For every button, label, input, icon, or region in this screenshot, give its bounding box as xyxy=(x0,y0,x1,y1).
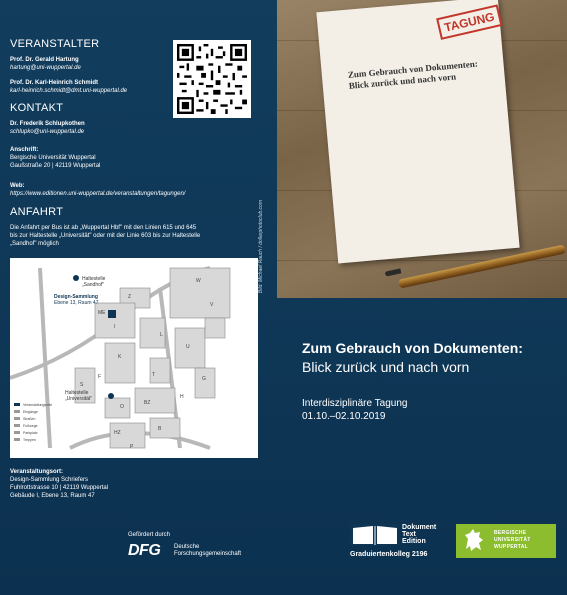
map-design-label: Design-Sammlung xyxy=(54,294,98,300)
map-legend-label: Parkplatz xyxy=(23,431,38,435)
map-design-room: Ebene 13, Raum 47 xyxy=(54,300,99,306)
book-icon xyxy=(350,524,374,544)
map-building-label: P xyxy=(130,444,134,450)
dfg-name xyxy=(174,544,241,558)
anschrift-label: Anschrift: xyxy=(10,147,39,153)
buw-line-1: BERGISCHE xyxy=(494,530,527,536)
cover-photo xyxy=(277,0,567,298)
veranstaltungsort-line-1: Design-Sammlung Schriefers xyxy=(10,477,89,483)
document-title: Zum Gebrauch von Dokumenten: Blick zurück und nach vorn xyxy=(347,58,479,91)
veranstaltungsort-line-2: Fuhlrottstrasse 10 | 42119 Wuppertal xyxy=(10,485,109,491)
anfahrt-line-2: bis zur Haltestelle „Universität" oder mit der Linie 603 bis zur Haltestelle xyxy=(10,233,201,239)
map-legend-label: Veranstaltungsorte xyxy=(23,403,53,407)
anfahrt-heading: ANFAHRT xyxy=(10,206,64,218)
event-dates: 01.10.–02.10.2019 xyxy=(302,411,386,422)
map-legend-swatch xyxy=(14,438,20,441)
veranstalter-email-2[interactable]: karl-heinrich.schmidt@dmt.uni-wuppertal.de xyxy=(10,88,128,94)
map-building-label: K xyxy=(118,354,122,360)
map-legend-label: Fußwege xyxy=(23,424,38,428)
web-url[interactable]: https://www.editionen.uni-wuppertal.de/veranstaltungen/tagungen/ xyxy=(10,191,186,197)
veranstalter-heading: VERANSTALTER xyxy=(10,38,100,50)
anschrift-line-1: Bergische Universität Wuppertal xyxy=(10,155,96,161)
anschrift-line-2: Gaußstraße 20 | 42119 Wuppertal xyxy=(10,163,101,169)
graduiertenkolleg-label: Graduiertenkolleg 2196 xyxy=(350,551,428,558)
map-building-label: L xyxy=(160,332,163,338)
map-legend-swatch xyxy=(14,403,20,406)
map-building-label: F xyxy=(98,374,102,380)
kontakt-person: Dr. Frederik Schlupkothen xyxy=(10,121,85,127)
web-label: Web: xyxy=(10,183,25,189)
lion-emblem-icon xyxy=(460,527,488,555)
map-legend-swatch xyxy=(14,417,20,420)
kontakt-email[interactable]: schlupko@uni-wuppertal.de xyxy=(10,129,85,135)
map-building-label: B xyxy=(158,426,162,432)
map-building-label: I xyxy=(114,324,116,330)
dfg-logo: DFG xyxy=(128,542,161,559)
map-stop-uni-name: „Universität" xyxy=(65,396,93,402)
buw-logo xyxy=(456,524,556,558)
dte-line-2: Text xyxy=(402,531,416,538)
map-stop-uni: Haltestelle xyxy=(65,390,89,396)
map-building-label: ME xyxy=(98,310,106,316)
buw-line-2: UNIVERSITÄT xyxy=(494,537,531,543)
map-building-label: T xyxy=(152,372,156,378)
dfg-name-line-2: Forschungsgemeinschaft xyxy=(174,551,242,557)
buw-line-3: WUPPERTAL xyxy=(494,544,528,550)
map-building-label: H xyxy=(180,394,184,400)
veranstalter-person-1: Prof. Dr. Gerald Hartung xyxy=(10,57,79,63)
dte-line-3: Edition xyxy=(402,538,426,545)
map-building-label: U xyxy=(186,344,190,350)
book-icon-graphic xyxy=(350,524,400,546)
photo-credit: Bild: Michael Rauch / dollarphotoclub.com xyxy=(258,200,264,294)
map-legend-label: Treppen xyxy=(23,438,36,442)
map-building-label: Z xyxy=(128,294,132,300)
campus-map[interactable] xyxy=(10,258,258,458)
map-legend-label: Straßen xyxy=(23,417,36,421)
map-stop-sandhof-name: „Sandhof" xyxy=(82,282,105,288)
map-building-label: O xyxy=(120,404,124,410)
kontakt-heading: KONTAKT xyxy=(10,102,64,114)
dfg-sponsor-label: Gefördert durch xyxy=(128,532,171,538)
event-subtitle: Blick zurück und nach vorn xyxy=(302,359,470,375)
event-title: Zum Gebrauch von Dokumenten: xyxy=(302,340,523,356)
buw-name xyxy=(494,530,531,551)
map-building-label: HZ xyxy=(114,430,121,436)
tagung-stamp: TAGUNG xyxy=(436,4,502,40)
fountain-pen-tip xyxy=(385,268,402,276)
map-legend-swatch xyxy=(14,431,20,434)
event-type: Interdisziplinäre Tagung xyxy=(302,398,408,409)
map-legend-swatch xyxy=(14,410,20,413)
map-legend-label: Eingänge xyxy=(23,410,38,414)
dte-logo xyxy=(350,524,448,560)
map-building-label: S xyxy=(80,382,84,388)
veranstaltungsort-label: Veranstaltungsort: xyxy=(10,469,64,475)
map-building-label: W xyxy=(196,278,201,284)
map-legend-swatch xyxy=(14,424,20,427)
qr-code-graphic xyxy=(177,44,247,114)
qr-code[interactable] xyxy=(173,40,251,118)
document-paper xyxy=(316,0,519,263)
dte-words xyxy=(402,524,436,545)
map-building-label: BZ xyxy=(144,400,151,406)
anfahrt-line-1: Die Anfahrt per Bus ist ab „Wuppertal Hbf" mit den Linien 615 und 645 xyxy=(10,225,197,231)
campus-map-graphic xyxy=(10,258,258,458)
dfg-name-line-1: Deutsche xyxy=(174,544,200,550)
anfahrt-line-3: „Sandhof" möglich xyxy=(10,241,59,247)
veranstalter-email-1[interactable]: hartung@uni-wuppertal.de xyxy=(10,65,81,71)
veranstalter-person-2: Prof. Dr. Karl-Heinrich Schmidt xyxy=(10,80,99,86)
veranstaltungsort-line-3: Gebäude I, Ebene 13, Raum 47 xyxy=(10,493,95,499)
map-stop-sandhof: Haltestelle xyxy=(82,276,106,282)
map-building-label: V xyxy=(210,302,214,308)
map-building-label: G xyxy=(202,376,206,382)
dte-line-1: Dokument xyxy=(402,524,437,531)
